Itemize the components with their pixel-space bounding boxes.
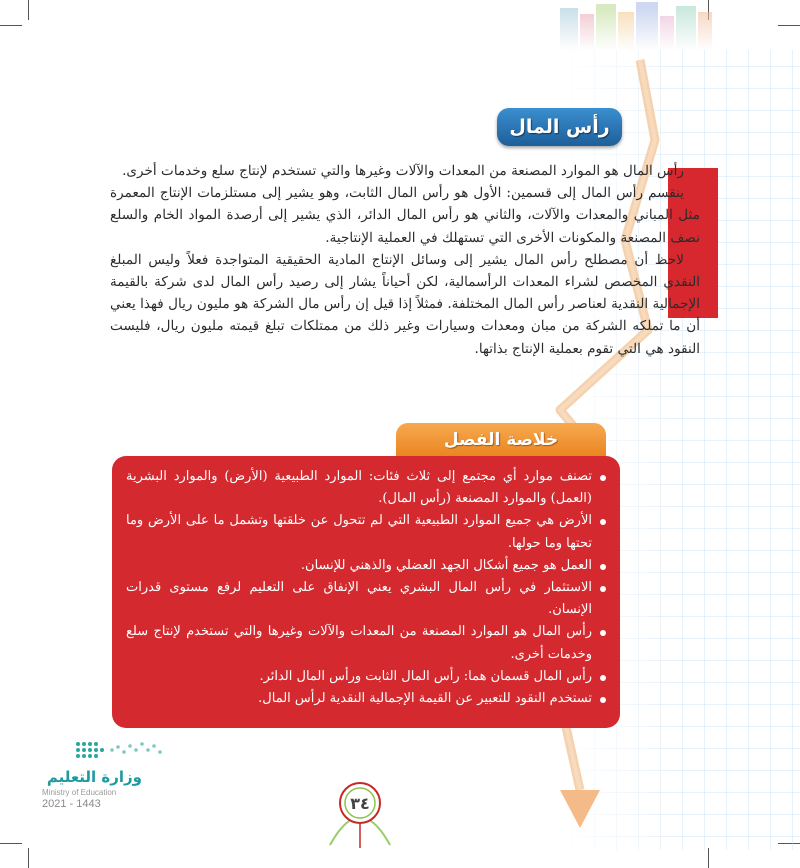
- section-title: رأس المال: [497, 108, 622, 146]
- ministry-name-english: Ministry of Education: [42, 788, 117, 797]
- ministry-name-arabic: وزارة التعليم: [46, 768, 142, 786]
- section-body: [110, 160, 700, 360]
- page-number: ٣٤: [350, 793, 370, 813]
- summary-item: تستخدم النقود للتعبير عن القيمة الإجمالية النقدية لرأس المال.: [126, 688, 606, 710]
- summary-title: خلاصة الفصل: [396, 423, 606, 457]
- summary-item: رأس المال قسمان هما: رأس المال الثابت ورأس المال الدائر.: [126, 666, 606, 688]
- ministry-dots-icon: [72, 738, 202, 764]
- summary-item: الأرض هي جميع الموارد الطبيعية التي لم تتحول عن خلقتها وتشمل ما على الأرض وما تحتها وما حولها.: [126, 510, 606, 554]
- summary-item: تصنف موارد أي مجتمع إلى ثلاث فئات: الموارد الطبيعية (الأرض) والموارد البشرية (العمل) والموارد المصنعة (رأس المال).: [126, 466, 606, 510]
- chapter-summary-box: [112, 456, 620, 728]
- paragraph-capital-types: ينقسم رأس المال إلى قسمين: الأول هو رأس المال الثابت، وهو يشير إلى مستلزمات الإنتاج المعمرة مثل المباني والمعدات والآلات، والثاني هو رأس المال الدائر، الذي يشير إلى أرصدة المواد الخام والسلع نصف المصنعة والمكونات الأخرى التي تستهلك في العملية الإنتاجية.: [110, 185, 700, 246]
- paragraph-definition: رأس المال هو الموارد المصنعة من المعدات والآلات وغيرها والتي تستخدم لإنتاج سلع وخدمات أخرى.: [122, 163, 684, 179]
- edition-year: 2021 - 1443: [42, 798, 101, 810]
- ministry-logo: [42, 738, 172, 818]
- city-skyline-image: [560, 2, 712, 50]
- summary-item: رأس المال هو الموارد المصنعة من المعدات والآلات وغيرها والتي تستخدم لإنتاج سلع وخدمات أخرى.: [126, 621, 606, 665]
- summary-item: العمل هو جميع أشكال الجهد العضلي والذهني للإنسان.: [126, 555, 606, 577]
- summary-list: [126, 466, 606, 710]
- paragraph-capital-note: لاحظ أن مصطلح رأس المال يشير إلى وسائل الإنتاج المادية الحقيقية المتواجدة فعلاً وليس المبلغ النقدي المخصص لشراء المعدات الرأسمالية، لكن أحياناً يشار إلى رصيد رأس المال لدى شركة بالقيمة الإجمالية النقدية لعناصر رأس المال المختلفة. فمثلاً إذا قيل إن رأس مال الشركة هو مليون ريال فهذا يعني أن ما تملكه الشركة من مبان ومعدات وسيارات وغير ذلك من ممتلكات تبلغ قيمته مليون ريال، فليست النقود هي التي تقوم بعملية الإنتاج بذاتها.: [110, 251, 700, 357]
- summary-item: الاستثمار في رأس المال البشري يعني الإنفاق على التعليم لرفع مستوى قدرات الإنسان.: [126, 577, 606, 621]
